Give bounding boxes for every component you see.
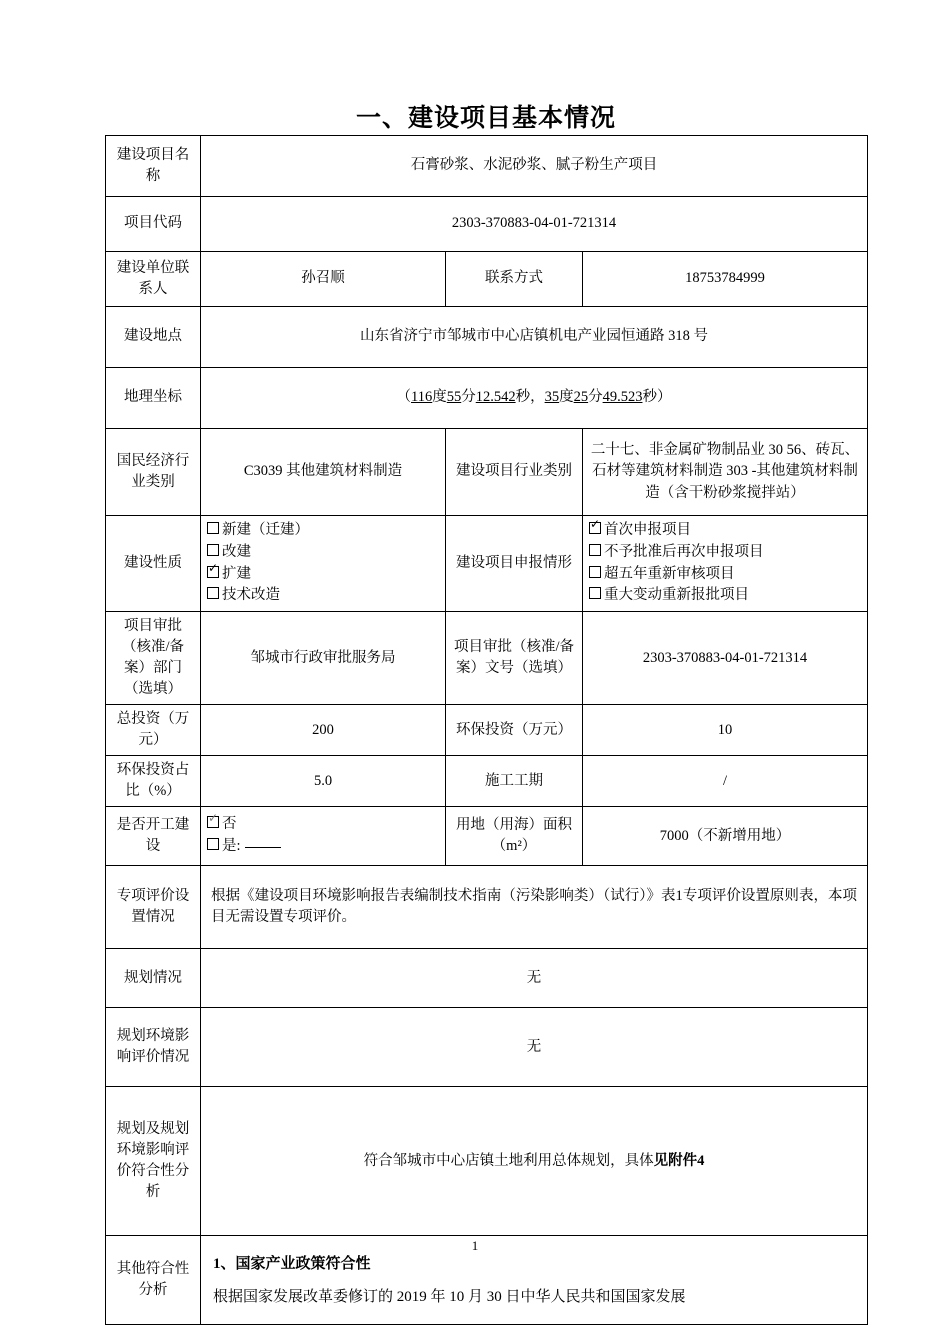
label-other-consistency: 其他符合性分析 [106,1236,201,1325]
checkbox-label: 不予批准后再次申报项目 [604,543,764,560]
value-project-name: 石膏砂浆、水泥砂浆、腻子粉生产项目 [201,136,868,197]
planning-consistency-attachment-ref: 见附件4 [653,1152,705,1169]
table-row-planning-consistency [106,1087,868,1236]
coord-lon-deg-unit: 度 [432,389,447,406]
value-planning: 无 [201,949,868,1008]
value-industry: C3039 其他建筑材料制造 [201,429,446,516]
table-row-approval-dept [106,612,868,705]
coord-lat-min-unit: 分 [588,389,603,406]
label-planning-consistency: 规划及规划环境影响评价符合性分析 [106,1087,201,1236]
checkbox-option-major-change[interactable] [589,585,861,607]
label-industry: 国民经济行业类别 [106,429,201,516]
label-contact-method: 联系方式 [446,252,583,307]
label-project-industry: 建设项目行业类别 [446,429,583,516]
planning-consistency-text: 符合邹城市中心店镇土地利用总体规划，具体 [363,1152,654,1169]
coord-lon-sec-unit: 秒 [515,389,531,406]
checkbox-label: 是: [222,838,241,855]
checkbox-checked-icon[interactable] [207,816,219,828]
label-project-name: 建设项目名称 [106,136,201,197]
checkbox-icon[interactable] [207,544,219,556]
coord-lon-sec: 12.542 [475,389,516,406]
checkbox-option-first-declare[interactable] [589,520,861,542]
table-row-industry [106,429,868,516]
checkbox-option-tech-upgrade[interactable] [207,585,439,607]
coord-lat-deg: 35 [544,389,560,406]
value-contact-method: 18753784999 [583,252,868,307]
coord-separator: ， [530,389,545,406]
coord-lat-sec: 49.523 [602,389,643,406]
label-env-investment: 环保投资（万元） [446,705,583,756]
table-row-project-code [106,197,868,252]
value-project-industry: 二十七、非金属矿物制品业 30 56、砖瓦、石材等建筑材料制造 303 -其他建筑材料制造（含干粉砂浆搅拌站） [583,429,868,516]
coord-lat-min: 25 [573,389,589,406]
checkbox-label: 改建 [222,543,251,560]
checkbox-label: 重大变动重新报批项目 [604,587,749,604]
checkbox-option-yes[interactable] [207,836,439,858]
value-planning-eia: 无 [201,1008,868,1087]
checkbox-icon[interactable] [207,838,219,850]
coord-lon-min: 55 [446,389,462,406]
coord-lat-sec-unit: 秒 [642,389,657,406]
label-approval-doc: 项目审批（核准/备案）文号（选填） [446,612,583,705]
label-land-area: 用地（用海）面积（m²） [446,807,583,866]
value-coordinates [201,368,868,429]
value-contact: 孙召顺 [201,252,446,307]
coord-suffix: ） [656,389,672,406]
value-env-investment: 10 [583,705,868,756]
table-row-construction-started [106,807,868,866]
checkbox-option-over-five-years[interactable] [589,564,861,586]
checkbox-checked-icon[interactable] [589,522,601,534]
other-consistency-body: 根据国家发展改革委修订的 2019 年 10 月 30 日中华人民共和国国家发展 [213,1288,686,1305]
table-row-location [106,307,868,368]
checkbox-option-redeclare-after-rejection[interactable] [589,542,861,564]
checkbox-checked-icon[interactable] [207,566,219,578]
value-planning-consistency [201,1087,868,1236]
table-row-nature [106,516,868,612]
coord-lat-deg-unit: 度 [559,389,574,406]
label-coordinates: 地理坐标 [106,368,201,429]
label-location: 建设地点 [106,307,201,368]
value-location: 山东省济宁市邹城市中心店镇机电产业园恒通路 318 号 [201,307,868,368]
label-planning: 规划情况 [106,949,201,1008]
label-nature: 建设性质 [106,516,201,612]
value-env-ratio: 5.0 [201,756,446,807]
page-title: 一、建设项目基本情况 [355,104,616,132]
label-contact: 建设单位联系人 [106,252,201,307]
label-declare-type: 建设项目申报情形 [446,516,583,612]
checkbox-icon[interactable] [207,522,219,534]
page-number: 1 [471,1238,479,1253]
checkbox-label: 首次申报项目 [604,522,691,538]
table-row-special-evaluation [106,866,868,949]
value-special-evaluation: 根据《建设项目环境影响报告表编制技术指南（污染影响类）（试行）》表1专项评价设置原则表，本项目无需设置专项评价。 [201,866,868,949]
value-construction-duration: / [583,756,868,807]
label-total-investment: 总投资（万元） [106,705,201,756]
checkbox-option-no[interactable] [207,814,439,836]
fill-in-blank[interactable] [245,846,281,848]
table-row-contact [106,252,868,307]
label-construction-duration: 施工工期 [446,756,583,807]
label-approval-dept: 项目审批（核准/备案）部门（选填） [106,612,201,705]
label-project-code: 项目代码 [106,197,201,252]
table-row-planning [106,949,868,1008]
checkbox-label: 扩建 [222,565,251,582]
value-project-code: 2303-370883-04-01-721314 [201,197,868,252]
table-row-planning-eia [106,1008,868,1087]
label-planning-eia: 规划环境影响评价情况 [106,1008,201,1087]
label-env-ratio: 环保投资占比（%） [106,756,201,807]
checkbox-option-rebuild[interactable] [207,542,439,564]
value-approval-doc: 2303-370883-04-01-721314 [583,612,868,705]
coord-prefix: （ [396,389,412,406]
checkbox-icon[interactable] [589,566,601,578]
other-consistency-heading: 1、国家产业政策符合性 [213,1256,371,1272]
checkbox-icon[interactable] [207,587,219,599]
checkbox-label: 否 [222,816,237,833]
value-construction-started-options [201,807,446,866]
table-row-env-ratio [106,756,868,807]
value-declare-options [583,516,868,612]
checkbox-icon[interactable] [589,544,601,556]
table-row-coordinates [106,368,868,429]
checkbox-option-new[interactable] [207,520,439,542]
checkbox-label: 技术改造 [222,587,280,604]
table-row-project-name [106,136,868,197]
checkbox-label: 新建（迁建） [222,522,309,538]
coord-lon-deg: 116 [411,389,433,406]
label-special-evaluation: 专项评价设置情况 [106,866,201,949]
checkbox-icon[interactable] [589,587,601,599]
value-total-investment: 200 [201,705,446,756]
value-nature-options [201,516,446,612]
checkbox-label: 超五年重新审核项目 [604,565,735,582]
value-land-area: 7000（不新增用地） [583,807,868,866]
value-approval-dept: 邹城市行政审批服务局 [201,612,446,705]
table-row-investment [106,705,868,756]
coord-lon-min-unit: 分 [461,389,476,406]
label-construction-started: 是否开工建设 [106,807,201,866]
project-basic-info-table [105,135,868,1325]
checkbox-option-expand[interactable] [207,564,439,586]
